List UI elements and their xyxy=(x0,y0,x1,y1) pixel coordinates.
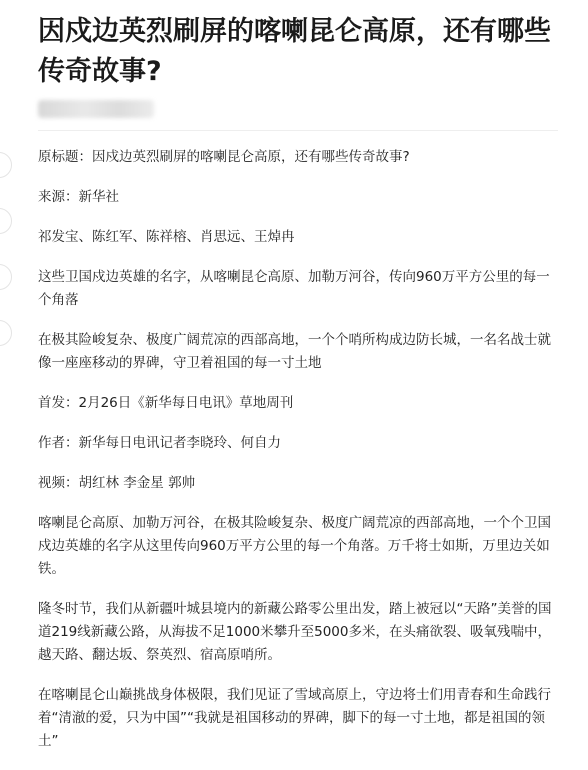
paragraph-video-credits: 视频：胡红林 李金星 郭帅 xyxy=(38,475,196,491)
paragraph: 喀喇昆仑高原、加勒万河谷，在极其险峻复杂、极度广阔荒凉的西部高地，一个个卫国戍边英雄的名字从这里传向960万平方公里的每一个角落。万千将士如斯，万里边关如铁。 xyxy=(38,515,551,577)
blurred-author-info xyxy=(38,100,154,118)
paragraph-authors: 作者：新华每日电讯记者李晓玲、何自力 xyxy=(38,435,281,451)
paragraph-first-published: 首发：2月26日《新华每日电讯》草地周刊 xyxy=(38,395,294,411)
side-circle-button[interactable] xyxy=(0,152,12,178)
paragraph: 在喀喇昆仑山巅挑战身体极限，我们见证了雪域高原上，守边将士们用青春和生命践行着“清澈的爱，只为中国”“我就是祖国移动的界碑，脚下的每一寸土地，都是祖国的领土” xyxy=(38,687,551,749)
side-circle-button[interactable] xyxy=(0,208,12,234)
paragraph-hero-names: 祁发宝、陈红军、陈祥榕、肖思远、王焯冉 xyxy=(38,229,295,245)
article-body xyxy=(38,146,560,770)
paragraph-source: 来源：新华社 xyxy=(38,189,119,205)
paragraph: 在极其险峻复杂、极度广阔荒凉的西部高地，一个个哨所构成边防长城，一名名战士就像一座座移动的界碑，守卫着祖国的每一寸土地 xyxy=(38,332,551,371)
paragraph-original-title: 原标题：因戍边英烈刷屏的喀喇昆仑高原，还有哪些传奇故事? xyxy=(38,149,410,165)
side-action-bar xyxy=(0,140,12,739)
side-circle-button[interactable] xyxy=(0,320,12,346)
title-divider xyxy=(38,130,558,131)
paragraph: 隆冬时节，我们从新疆叶城县境内的新藏公路零公里出发，踏上被冠以“天路”美誉的国道219线新藏公路，从海拔不足1000米攀升至5000多米，在头痛欲裂、吸氧残喘中，越天路、翻达坂、祭英烈、宿高原哨所。 xyxy=(38,601,552,663)
article-title: 因戍边英烈刷屏的喀喇昆仑高原，还有哪些传奇故事? xyxy=(38,16,551,87)
side-circle-button[interactable] xyxy=(0,264,12,290)
paragraph: 这些卫国戍边英雄的名字，从喀喇昆仑高原、加勒万河谷，传向960万平方公里的每一个角落 xyxy=(38,269,550,308)
